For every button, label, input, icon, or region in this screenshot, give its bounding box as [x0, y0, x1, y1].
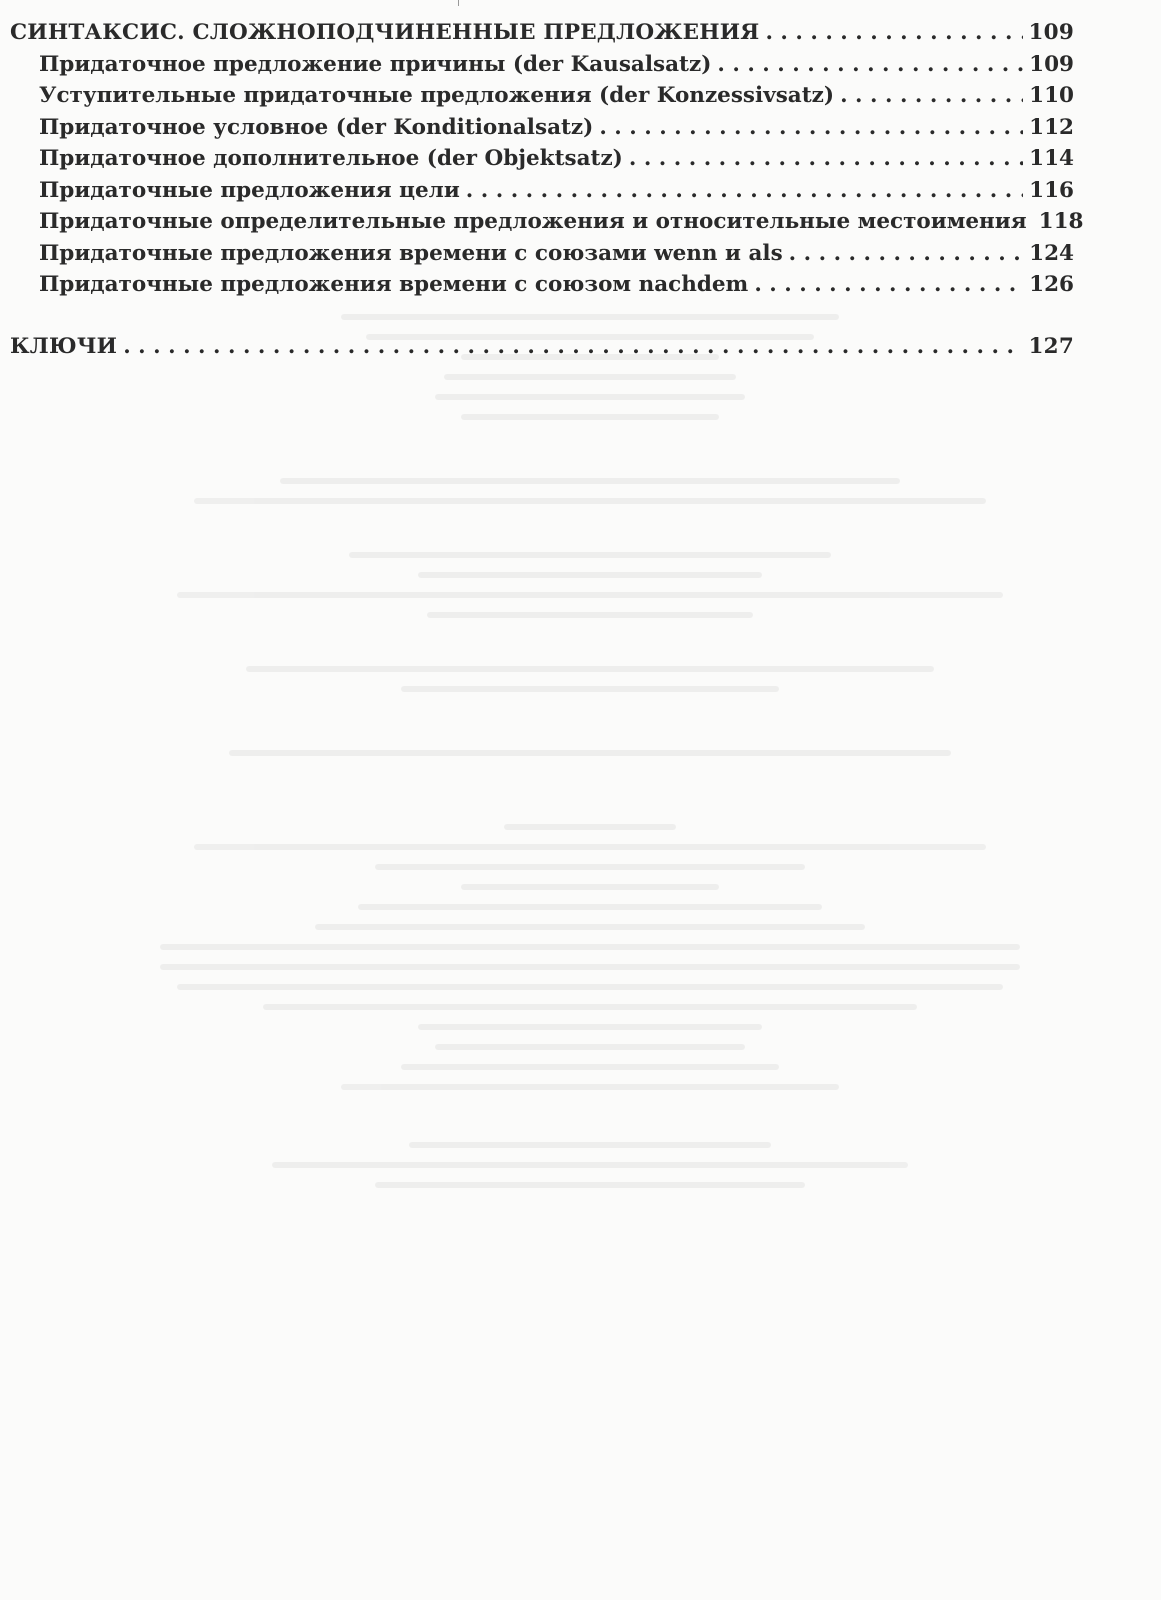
toc-entry-title: Придаточное дополнительное (der Objektsatz) — [39, 146, 623, 171]
toc-item-finalsatz — [10, 178, 1074, 210]
toc-item-objektsatz — [10, 146, 1074, 178]
toc-entry-title: Придаточное предложение причины (der Kausalsatz) — [39, 51, 712, 77]
toc-page-number: 127 — [1028, 333, 1074, 359]
toc-page-number: 109 — [1029, 51, 1074, 77]
toc-section-syntax — [10, 20, 1074, 52]
dot-leader — [466, 178, 1023, 203]
toc-entry-title: Придаточное условное (der Konditionalsatz) — [39, 114, 594, 140]
bleed-through-background — [160, 300, 1020, 1120]
toc-page-number: 112 — [1029, 114, 1074, 140]
toc-page-number: 114 — [1029, 146, 1074, 171]
dot-leader — [789, 241, 1023, 266]
table-of-contents — [10, 20, 1084, 365]
toc-item-konzessivsatz — [10, 83, 1074, 115]
toc-item-relativsatz — [10, 209, 1084, 241]
toc-entry-title: КЛЮЧИ — [10, 333, 118, 359]
toc-page-number: 126 — [1029, 272, 1074, 297]
section-gap — [10, 304, 1074, 334]
toc-entry-title: СИНТАКСИС. СЛОЖНОПОДЧИНЕННЫЕ ПРЕДЛОЖЕНИЯ — [10, 20, 760, 45]
toc-entry-title: Придаточные предложения времени с союзами wenn и als — [39, 240, 783, 266]
toc-page-number: 118 — [1038, 209, 1084, 234]
toc-item-konditionalsatz — [10, 115, 1074, 147]
dot-leader — [599, 115, 1023, 140]
dot-leader — [765, 20, 1022, 45]
toc-page-number: 110 — [1029, 83, 1074, 108]
toc-entry-title: Придаточные предложения цели — [39, 177, 460, 203]
toc-page-number: 124 — [1029, 240, 1074, 266]
scan-mark — [458, 0, 459, 6]
toc-entry-title: Уступительные придаточные предложения (der Konzessivsatz) — [39, 83, 835, 108]
dot-leader — [840, 83, 1023, 108]
toc-entry-title: Придаточные предложения времени с союзом nachdem — [39, 272, 749, 297]
toc-item-temporalsatz-wenn-als — [10, 241, 1074, 273]
dot-leader — [629, 146, 1023, 171]
toc-section-keys — [10, 334, 1074, 366]
dot-leader — [717, 52, 1023, 77]
dot-leader — [754, 272, 1023, 297]
toc-item-kausalsatz — [10, 52, 1074, 84]
toc-entry-title: Придаточные определительные предложения и относительные местоимения — [39, 209, 1027, 234]
toc-page-number: 116 — [1029, 177, 1074, 203]
dot-leader — [123, 334, 1022, 359]
toc-page-number: 109 — [1028, 20, 1074, 45]
toc-item-temporalsatz-nachdem — [10, 272, 1074, 304]
